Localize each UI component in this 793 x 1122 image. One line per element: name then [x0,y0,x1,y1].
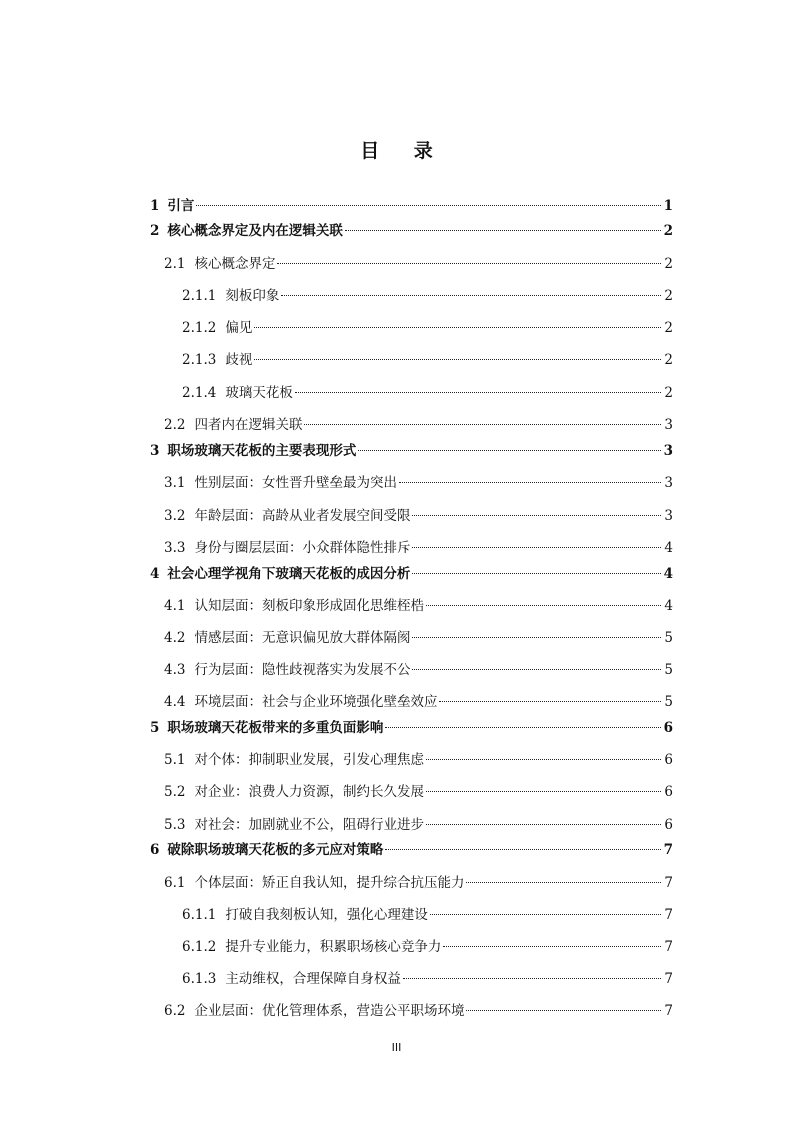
toc-entry[interactable] [150,564,673,584]
toc-entry-page: 2 [664,352,673,368]
toc-entry[interactable] [150,350,673,370]
toc-entry-page: 3 [664,507,673,524]
toc-entry-page: 2 [664,287,673,304]
toc-dot-leader [412,669,661,670]
toc-entry[interactable] [150,538,673,558]
toc-entry[interactable] [150,750,673,770]
toc-entry-number: 4.1 [164,597,186,614]
toc-entry-number: 2.1.3 [182,352,217,368]
toc-entry-page: 7 [664,971,673,987]
toc-entry-page: 7 [664,938,673,955]
toc-dot-leader [399,482,661,483]
toc-entry-page: 6 [664,816,673,833]
toc-entry-title: 性别层面：女性晋升壁垒最为突出 [194,475,397,491]
toc-dot-leader [345,230,661,231]
toc-dot-leader [439,701,661,702]
toc-entry-number: 5.1 [164,752,186,768]
toc-entry-title: 行为层面：隐性歧视落实为发展不公 [194,661,411,678]
toc-entry[interactable] [150,254,673,274]
toc-entry-title: 主动维权，合理保障自身权益 [225,971,401,987]
toc-entry-number: 2.1.2 [182,320,217,336]
toc-entry-number: 4 [150,565,160,582]
toc-entry-page: 5 [664,661,673,678]
toc-entry-page: 5 [664,694,673,710]
toc-dot-leader [385,849,660,850]
toc-dot-leader [443,946,661,947]
toc-entry-title: 打破自我刻板认知，强化心理建设 [225,906,428,923]
toc-entry[interactable] [150,815,673,835]
toc-dot-leader [426,824,661,825]
toc-entry-number: 2.1.1 [182,287,217,304]
toc-entry-number: 3.3 [164,539,186,556]
toc-dot-leader [295,392,662,393]
toc-entry-number: 2.2 [164,417,186,433]
toc-dot-leader [426,605,661,606]
toc-entry[interactable] [150,415,673,435]
toc-dot-leader [426,791,661,792]
toc-dot-leader [403,978,662,979]
toc-entry-number: 2 [150,223,160,239]
toc-entry-title: 提升专业能力，积累职场核心竞争力 [225,938,442,955]
toc-dot-leader [254,359,661,360]
toc-dot-leader [304,424,661,425]
toc-entry-title: 玻璃天花板 [225,384,293,401]
toc-entry-number: 6.1.2 [182,938,217,955]
toc-entry-page: 5 [664,629,673,646]
toc-entry-number: 3 [150,443,160,459]
toc-entry-number: 6.2 [164,1003,186,1019]
toc-entry-page: 3 [664,475,673,491]
toc-entry-page: 3 [664,417,673,433]
toc-dot-leader [281,295,661,296]
toc-entry[interactable] [150,318,673,338]
toc-entry-title: 核心概念界定及内在逻辑关联 [167,223,343,239]
toc-title: 目 录 [360,140,447,162]
toc-entry-title: 四者内在逻辑关联 [194,417,303,433]
toc-entry-title: 认知层面：刻板印象形成固化思维桎梏 [194,597,424,614]
toc-entry-number: 4.4 [164,694,186,710]
toc-entry-page: 6 [664,752,673,768]
toc-dot-leader [385,727,660,728]
toc-dot-leader [412,573,660,574]
toc-entry-page: 2 [664,384,673,401]
toc-entry-page: 2 [663,223,673,239]
toc-entry-page: 4 [663,565,673,582]
toc-entry[interactable] [150,596,673,616]
toc-dot-leader [466,1010,661,1011]
toc-entry[interactable] [150,718,673,738]
toc-entry-title: 对个体：抑制职业发展，引发心理焦虑 [194,752,424,768]
toc-entry-title: 核心概念界定 [194,255,276,272]
toc-entry[interactable] [150,873,673,893]
toc-entry-title: 对企业：浪费人力资源，制约长久发展 [194,784,424,800]
toc-entry-title: 社会心理学视角下玻璃天花板的成因分析 [167,565,411,582]
toc-dot-leader [412,637,661,638]
toc-entry-title: 破除职场玻璃天花板的多元应对策略 [167,842,384,858]
toc-entry-title: 偏见 [225,320,253,336]
toc-entry-title: 年龄层面：高龄从业者发展空间受限 [194,507,411,524]
toc-entry[interactable] [150,840,673,860]
toc-entry-title: 引言 [167,198,195,214]
toc-dot-leader [430,914,662,915]
toc-dot-leader [277,263,661,264]
toc-entry[interactable] [150,441,673,461]
toc-entry-title: 刻板印象 [225,287,280,304]
toc-dot-leader [412,547,661,548]
toc-entry-title: 职场玻璃天花板带来的多重负面影响 [167,720,384,736]
toc-entry-number: 6 [150,842,160,858]
toc-entry-number: 6.1.3 [182,971,217,987]
toc-entry-title: 情感层面：无意识偏见放大群体隔阂 [194,629,411,646]
toc-entry-number: 2.1 [164,255,186,272]
toc-entry[interactable] [150,286,673,306]
toc-entry[interactable] [150,506,673,526]
toc-entry-number: 1 [150,198,160,214]
toc-entry-title: 身份与圈层层面：小众群体隐性排斥 [194,539,411,556]
toc-entry-page: 6 [663,720,673,736]
toc-entry-page: 7 [664,906,673,923]
toc-entry-page: 4 [664,539,673,556]
toc-entry-page: 2 [664,255,673,272]
toc-entry-title: 歧视 [225,352,253,368]
toc-entry-page: 6 [664,784,673,800]
toc-entry-page: 3 [663,443,673,459]
toc-entry[interactable] [150,196,673,216]
toc-entry-number: 5.3 [164,816,186,833]
toc-dot-leader [254,327,661,328]
toc-entry-title: 对社会：加剧就业不公，阻碍行业进步 [194,816,424,833]
toc-entry[interactable] [150,628,673,648]
toc-dot-leader [412,515,661,516]
toc-entry-page: 1 [663,198,673,214]
toc-entry-page: 7 [664,874,673,891]
footer-page-number: III [391,1041,402,1054]
toc-entry-number: 2.1.4 [182,384,217,401]
toc-entry[interactable] [150,905,673,925]
toc-entry-page: 2 [664,320,673,336]
toc-entry-number: 5 [150,720,160,736]
toc-dot-leader [358,450,660,451]
toc-entry[interactable] [150,692,673,712]
toc-entry-title: 环境层面：社会与企业环境强化壁垒效应 [194,694,438,710]
toc-entry-number: 4.3 [164,661,186,678]
toc-entry-number: 5.2 [164,784,186,800]
toc-dot-leader [196,205,660,206]
toc-entry-number: 6.1.1 [182,906,217,923]
toc-entry[interactable] [150,969,673,989]
toc-entry-number: 3.1 [164,475,186,491]
toc-entry[interactable] [150,383,673,403]
toc-entry[interactable] [150,660,673,680]
toc-entry-number: 6.1 [164,874,186,891]
toc-dot-leader [426,759,661,760]
toc-dot-leader [466,882,661,883]
toc-entry-number: 4.2 [164,629,186,646]
toc-entry[interactable] [150,782,673,802]
toc-entry-page: 7 [663,842,673,858]
toc-entry[interactable] [150,473,673,493]
toc-entry[interactable] [150,1001,673,1021]
toc-entry-page: 7 [664,1003,673,1019]
toc-entry-number: 3.2 [164,507,186,524]
toc-entry-title: 个体层面：矫正自我认知，提升综合抗压能力 [194,874,465,891]
toc-entry-title: 职场玻璃天花板的主要表现形式 [167,443,357,459]
toc-entry-page: 4 [664,597,673,614]
toc-entry-title: 企业层面：优化管理体系，营造公平职场环境 [194,1003,465,1019]
toc-entry[interactable] [150,937,673,957]
toc-entry[interactable] [150,221,673,241]
